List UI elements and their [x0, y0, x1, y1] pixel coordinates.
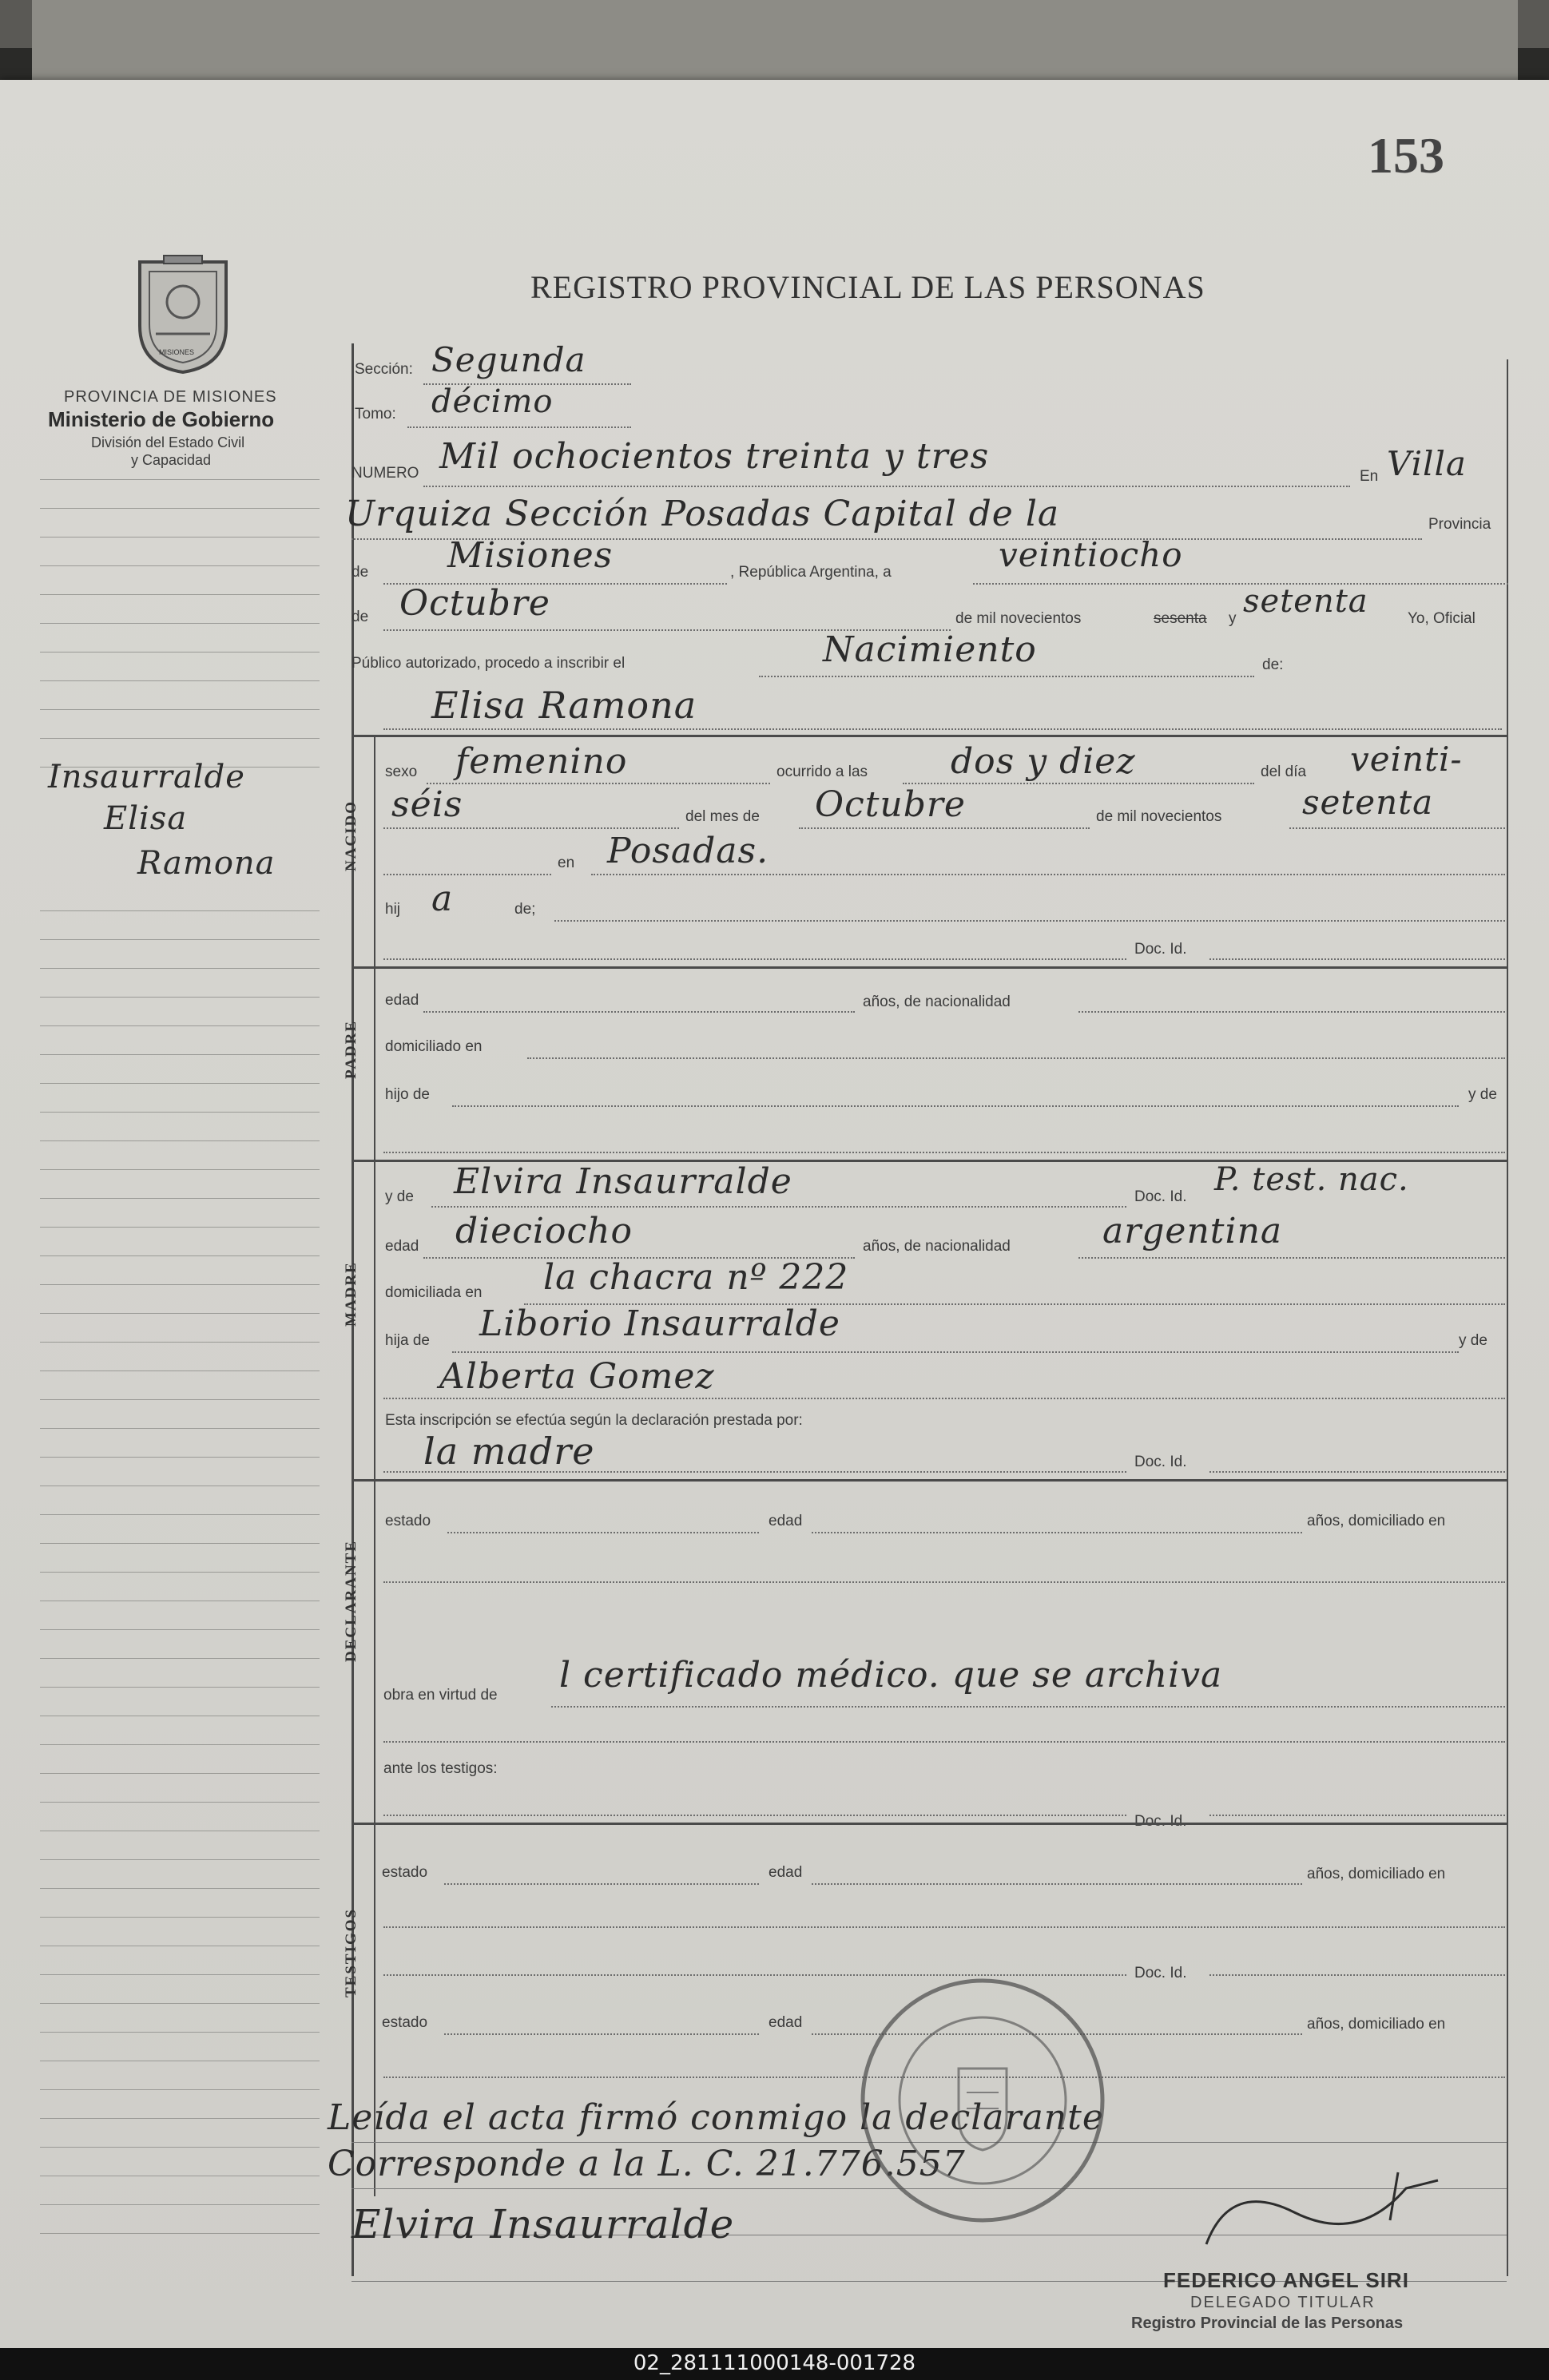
division-label-2: y Capacidad: [131, 452, 212, 468]
provincial-seal: [124, 246, 242, 374]
del-dia-label: del día: [1261, 764, 1307, 780]
testigo1-doc-label: Doc. Id.: [1134, 1813, 1187, 1830]
document-title: REGISTRO PROVINCIAL DE LAS PERSONAS: [530, 269, 1205, 305]
madre-padre-value: Liborio Insaurralde: [479, 1303, 840, 1344]
declarante-value: la madre: [423, 1430, 595, 1473]
y-label: y: [1229, 610, 1237, 627]
declarante-anios-label: años, domiciliado en: [1307, 1513, 1446, 1529]
padre-hijo-de-label: hijo de: [385, 1086, 430, 1103]
seal-label: MISIONES: [159, 348, 195, 356]
frame-right-line: [1507, 359, 1508, 2276]
sexo-label: sexo: [385, 764, 418, 780]
madre-doc-value: P. test. nac.: [1214, 1161, 1409, 1198]
testigo2-doc-label: Doc. Id.: [1134, 1965, 1187, 1981]
numero-value: Mil ochocientos treinta y tres: [439, 436, 990, 477]
madre-y-de-label-2: y de: [1459, 1332, 1487, 1349]
frame-inner-line: [374, 735, 375, 2196]
section-madre: MADRE: [343, 1261, 359, 1327]
declarante-edad-label: edad: [769, 1513, 803, 1529]
tipo-value: Nacimiento: [823, 629, 1037, 670]
yo-oficial-label: Yo, Oficial: [1408, 610, 1476, 627]
declarante-estado-label: estado: [385, 1513, 431, 1529]
section-declarante: DECLARANTE: [343, 1539, 359, 1662]
madre-dom-value: la chacra nº 222: [543, 1257, 849, 1298]
margin-name: Elisa: [104, 800, 188, 837]
dia-acta-value: veintiocho: [999, 535, 1183, 574]
testigo2-estado-label: estado: [382, 2014, 428, 2031]
ocurrido-label: ocurrido a las: [776, 764, 868, 780]
official-office: Registro Provincial de las Personas: [1131, 2315, 1404, 2332]
tomo-value: décimo: [431, 383, 554, 420]
note-line-2: Corresponde a la L. C. 21.776.557: [328, 2144, 966, 2184]
numero-label: NUMERO: [352, 465, 419, 482]
de-semi-label: de;: [514, 901, 536, 918]
madre-nac-value: argentina: [1102, 1211, 1283, 1251]
hora-value: dos y diez: [951, 741, 1136, 782]
tomo-label: Tomo:: [355, 406, 396, 422]
provincia-label: Provincia: [1428, 516, 1491, 533]
sexo-value: femenino: [455, 741, 628, 782]
document-page: [0, 80, 1549, 2348]
place-line-value: Urquiza Sección Posadas Capital de la: [345, 494, 1060, 534]
official-name: FEDERICO ANGEL SIRI: [1163, 2268, 1409, 2292]
hij-label: hij: [385, 901, 401, 918]
doc-id-label-1: Doc. Id.: [1134, 941, 1187, 958]
official-signature-mark: [1198, 2164, 1486, 2260]
signature: Elvira Insaurralde: [352, 2201, 735, 2247]
section-padre: PADRE: [343, 1019, 359, 1079]
provincia-value: Misiones: [447, 535, 614, 576]
registry-stamp: [855, 1973, 1110, 2228]
obra-label: obra en virtud de: [383, 1687, 498, 1704]
madre-hija-de-label: hija de: [385, 1332, 430, 1349]
madre-domiciliada-label: domiciliada en: [385, 1284, 483, 1301]
testigo2-edad-label: edad: [769, 2014, 803, 2031]
de-label-2: de: [352, 609, 369, 625]
madre-y-de-label: y de: [385, 1188, 414, 1205]
ante-label: ante los testigos:: [383, 1760, 498, 1777]
republica-label: , República Argentina, a: [730, 564, 892, 581]
footer-id: 02_281111000148-001728: [633, 2351, 916, 2375]
province-label: PROVINCIA DE MISIONES: [64, 388, 277, 406]
de-colon-label: de:: [1262, 656, 1284, 673]
obra-value: l certificado médico. que se archiva: [559, 1655, 1223, 1696]
seccion-label: Sección:: [355, 361, 413, 378]
declarante-doc-label: Doc. Id.: [1134, 1454, 1187, 1470]
en-lower-label: en: [558, 855, 575, 871]
madre-nombre-value: Elvira Insaurralde: [454, 1161, 792, 1202]
padre-anios-label: años, de nacionalidad: [863, 994, 1011, 1010]
anio-value: setenta: [1302, 783, 1434, 822]
madre-edad-label: edad: [385, 1238, 419, 1255]
seccion-value: Segunda: [431, 340, 586, 379]
en-place-value: Villa: [1387, 444, 1467, 483]
nombre-value: Elisa Ramona: [431, 684, 697, 727]
mes-acta-value: Octubre: [399, 583, 550, 624]
testigo1-estado-label: estado: [382, 1864, 428, 1881]
section-testigos: TESTIGOS: [343, 1907, 359, 1997]
madre-edad-value: dieciocho: [455, 1211, 633, 1251]
publico-label: Público autorizado, procedo a inscribir el: [352, 655, 626, 672]
testigo2-anios-label: años, domiciliado en: [1307, 2016, 1446, 2033]
hij-value: a: [431, 879, 454, 919]
division-label-1: División del Estado Civil: [91, 434, 245, 450]
page-number: 153: [1368, 127, 1444, 184]
madre-doc-label: Doc. Id.: [1134, 1188, 1187, 1205]
official-role: DELEGADO TITULAR: [1190, 2294, 1376, 2311]
esta-inscripcion-label: Esta inscripción se efectúa según la declaración prestada por:: [385, 1412, 803, 1429]
padre-y-de-label: y de: [1468, 1086, 1497, 1103]
de-mil-label: de mil novecientos: [955, 610, 1082, 627]
anio-acta-value: setenta: [1243, 583, 1368, 620]
testigo1-edad-label: edad: [769, 1864, 803, 1881]
dia-value-1: veinti-: [1350, 740, 1463, 779]
margin-surname: Insaurralde: [48, 759, 245, 795]
padre-domiciliado-label: domiciliado en: [385, 1038, 483, 1055]
sesenta-label: sesenta: [1154, 610, 1207, 627]
margin-second-name: Ramona: [137, 845, 276, 882]
note-line-1: Leída el acta firmó conmigo la declarante: [328, 2097, 1104, 2138]
section-nacido: NACIDO: [343, 799, 359, 871]
madre-anios-label: años, de nacionalidad: [863, 1238, 1011, 1255]
madre-madre-value: Alberta Gomez: [439, 1356, 715, 1397]
lugar-value: Posadas.: [607, 831, 769, 871]
dia-value-2: séis: [391, 784, 463, 825]
testigo1-anios-label: años, domiciliado en: [1307, 1866, 1446, 1882]
mes-value: Octubre: [815, 784, 966, 825]
padre-edad-label: edad: [385, 992, 419, 1009]
en-label: En: [1360, 468, 1379, 485]
ministry-label: Ministerio de Gobierno: [48, 407, 275, 431]
de-label: de: [352, 564, 369, 581]
de-mil-label-2: de mil novecientos: [1096, 808, 1222, 825]
del-mes-label: del mes de: [685, 808, 760, 825]
